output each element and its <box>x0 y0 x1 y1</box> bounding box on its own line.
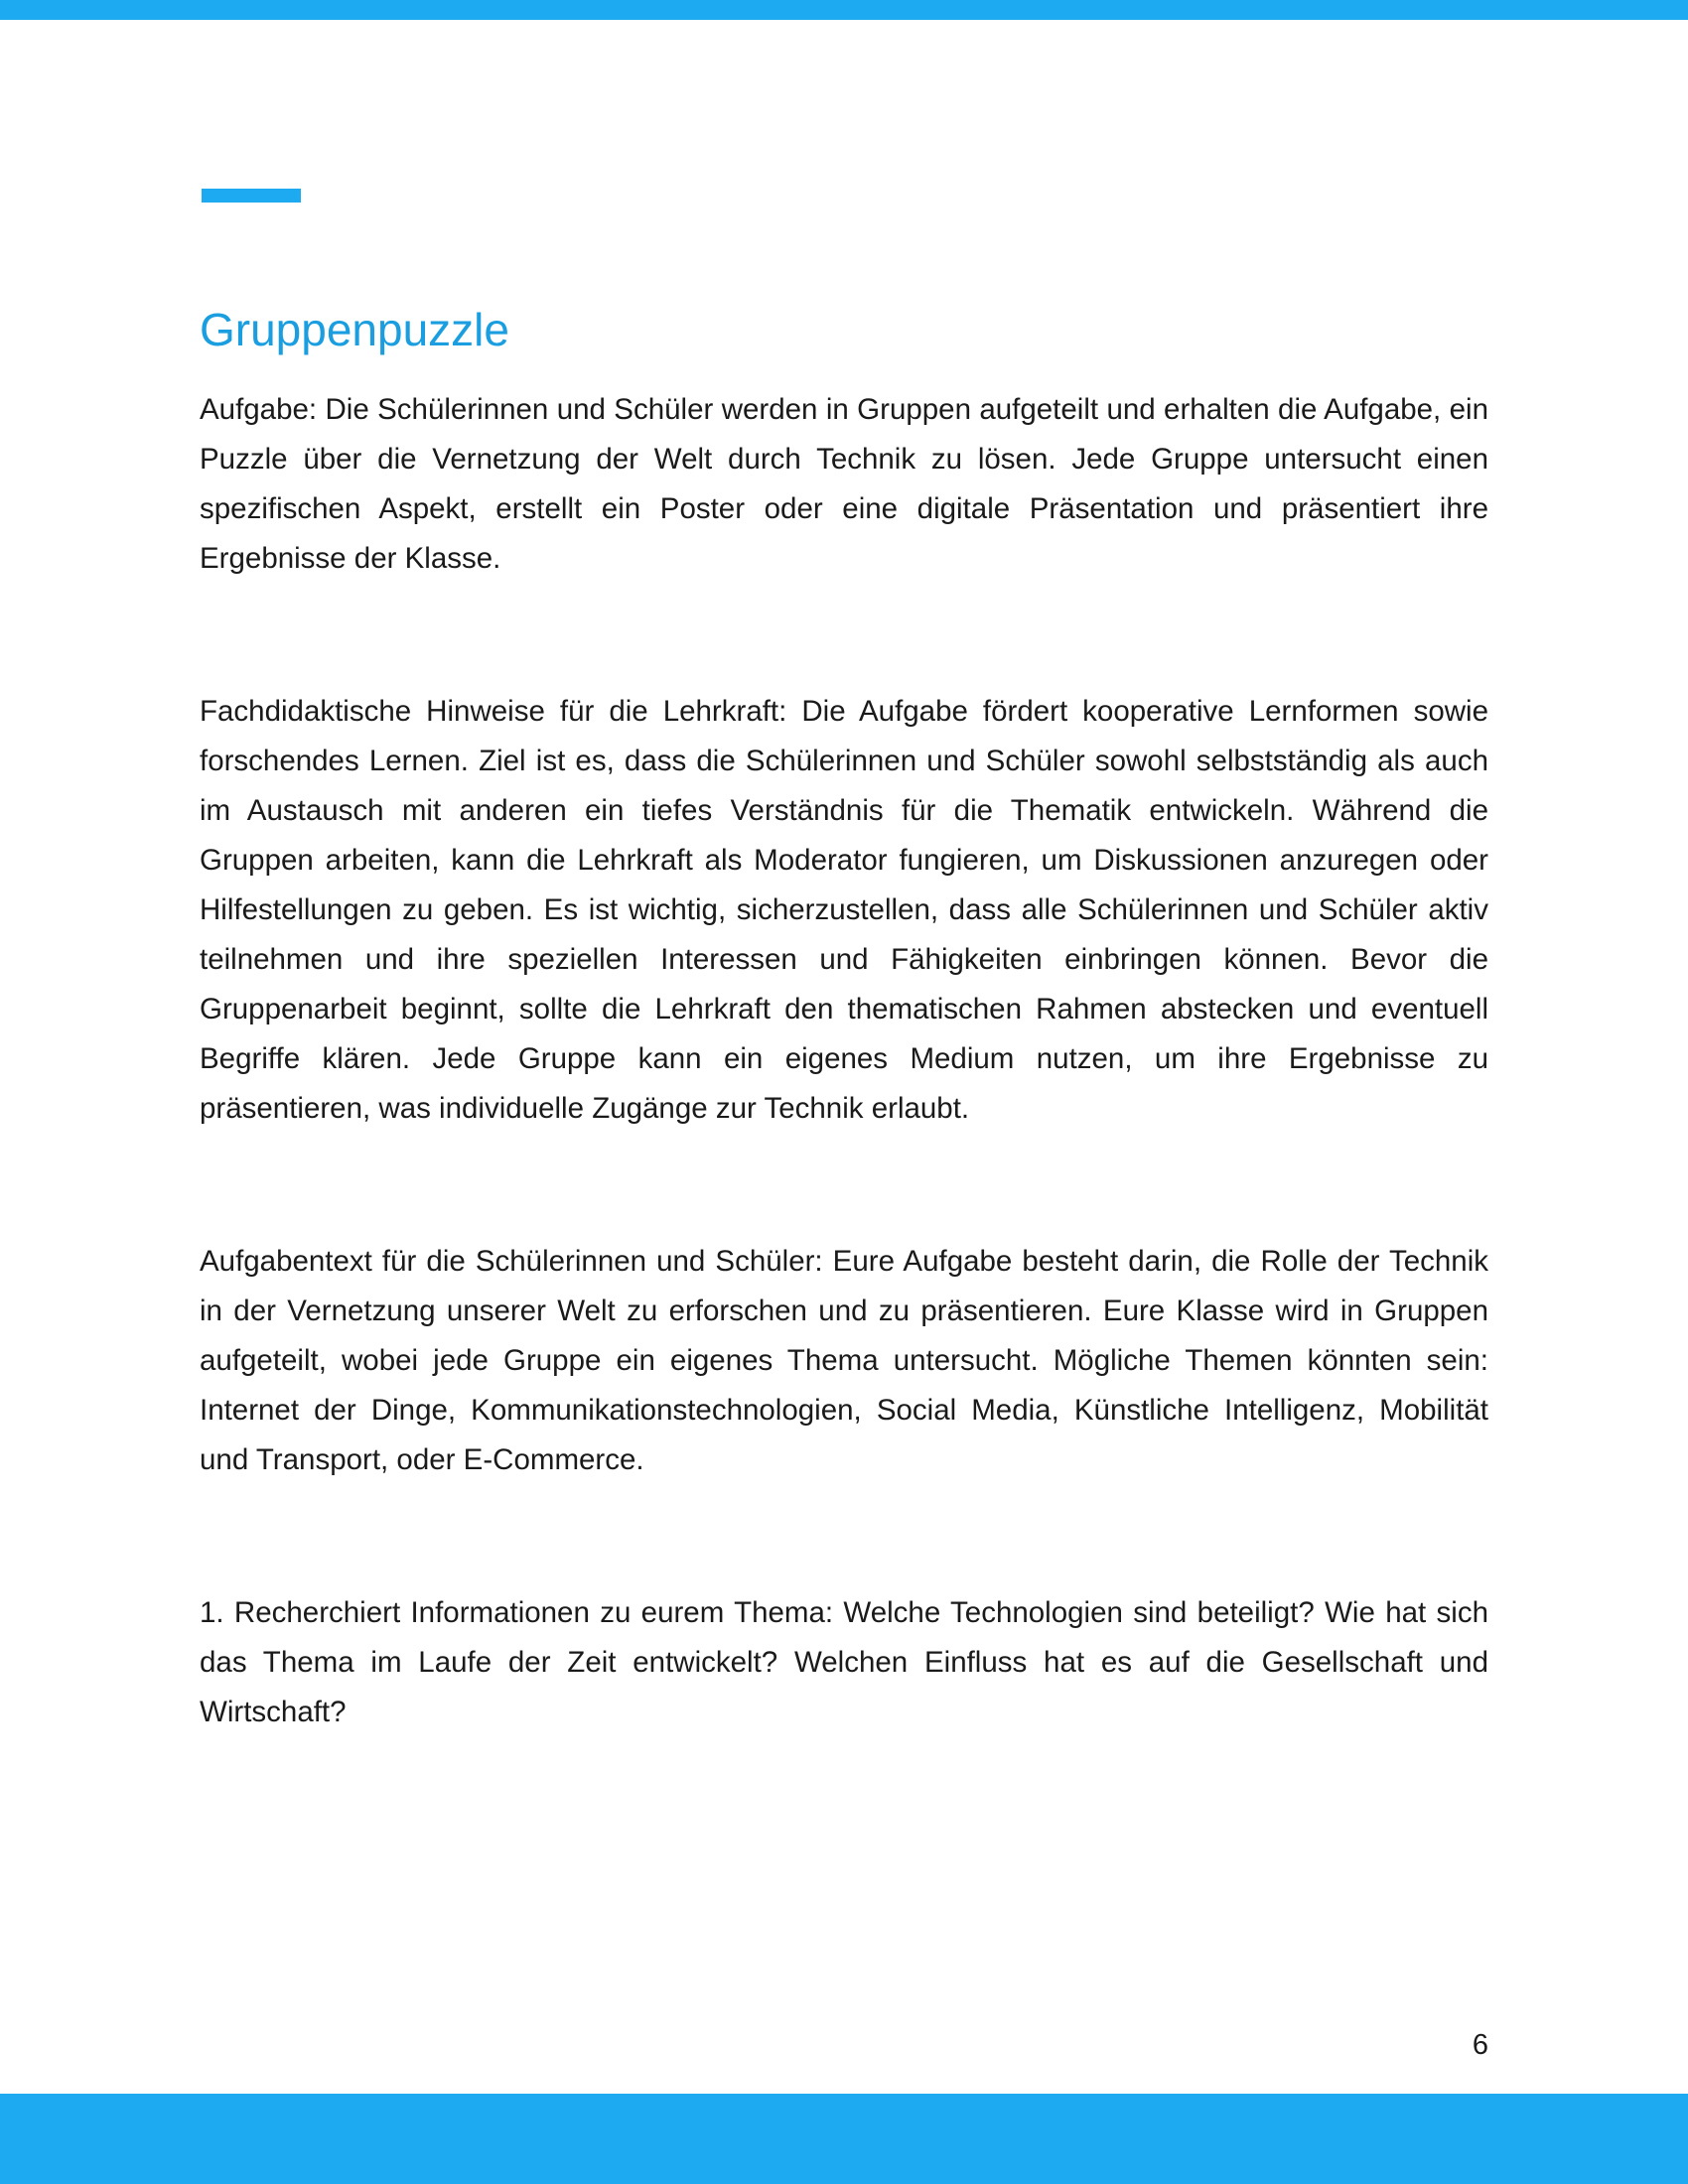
top-accent-bar <box>0 0 1688 20</box>
accent-dash <box>202 189 301 203</box>
paragraph-step-one: 1. Recherchiert Informationen zu eurem Thema: Welche Technologien sind beteiligt? Wie hat sich das Thema im Laufe der Zeit entwickelt? Welchen Einfluss hat es auf die Gesellschaft und Wirtschaft? <box>200 1596 1488 1728</box>
page-title: Gruppenpuzzle <box>200 304 509 355</box>
page-content <box>200 298 1488 1737</box>
paragraph-task: Aufgabe: Die Schülerinnen und Schüler werden in Gruppen aufgeteilt und erhalten die Aufgabe, ein Puzzle über die Vernetzung der Welt durch Technik zu lösen. Jede Gruppe untersucht einen spezifischen Aspekt, erstellt ein Poster oder eine digitale Präsentation und präsentiert ihre Ergebnisse der Klasse. <box>200 393 1488 575</box>
paragraph-teacher-notes: Fachdidaktische Hinweise für die Lehrkraft: Die Aufgabe fördert kooperative Lernformen sowie forschendes Lernen. Ziel ist es, dass die Schülerinnen und Schüler sowohl selbstständig als auch im Austausch mit anderen ein tiefes Verständnis für die Thematik entwickeln. Während die Gruppen arbeiten, kann die Lehrkraft als Moderator fungieren, um Diskussionen anzuregen oder Hilfestellungen zu geben. Es ist wichtig, sicherzustellen, dass alle Schülerinnen und Schüler aktiv teilnehmen und ihre speziellen Interessen und Fähigkeiten einbringen können. Bevor die Gruppenarbeit beginnt, sollte die Lehrkraft den thematischen Rahmen abstecken und eventuell Begriffe klären. Jede Gruppe kann ein eigenes Medium nutzen, um ihre Ergebnisse zu präsentieren, was individuelle Zugänge zur Technik erlaubt. <box>200 695 1488 1125</box>
paragraph-student-task: Aufgabentext für die Schülerinnen und Schüler: Eure Aufgabe besteht darin, die Rolle der Technik in der Vernetzung unserer Welt zu erforschen und zu präsentieren. Eure Klasse wird in Gruppen aufgeteilt, wobei jede Gruppe ein eigenes Thema untersucht. Mögliche Themen könnten sein: Internet der Dinge, Kommunikationstechnologien, Social Media, Künstliche Intelligenz, Mobilität und Transport, oder E-Commerce. <box>200 1245 1488 1476</box>
bottom-accent-bar <box>0 2094 1688 2184</box>
page-number: 6 <box>1472 2029 1488 2061</box>
